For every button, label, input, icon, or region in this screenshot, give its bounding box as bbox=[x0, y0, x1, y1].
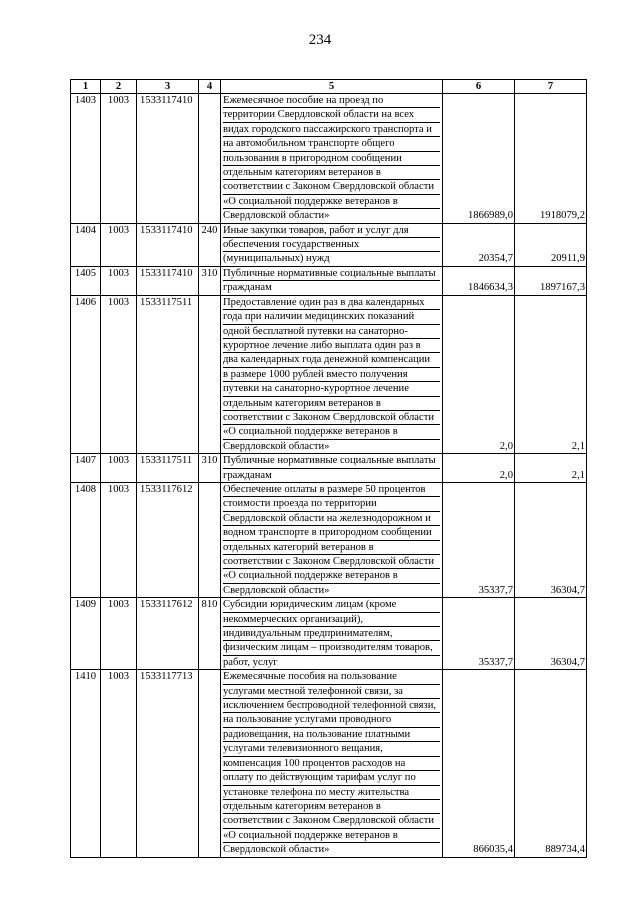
description-cell bbox=[221, 454, 443, 483]
description-line: года при наличии медицинских показаний bbox=[223, 310, 440, 324]
description-line: путевки на санаторно-курортное лечение bbox=[223, 382, 440, 396]
description-line: соответствии с Законом Свердловской области bbox=[223, 814, 440, 828]
description-line: отдельным категориям ветеранов в bbox=[223, 397, 440, 411]
description-line: территории Свердловской области на всех bbox=[223, 108, 440, 122]
amount-year-2: 2,1 bbox=[515, 295, 587, 453]
description-line: радиовещания, на пользование платными bbox=[223, 728, 440, 742]
amount-year-2: 2,1 bbox=[515, 454, 587, 483]
amount-year-2: 36304,7 bbox=[515, 598, 587, 670]
header-col-3: 3 bbox=[137, 80, 199, 94]
description-line: оплату по действующим тарифам услуг по bbox=[223, 771, 440, 785]
description-line: стоимости проезда по территории bbox=[223, 497, 440, 511]
amount-year-1: 2,0 bbox=[443, 295, 515, 453]
target-article-code: 1533117410 bbox=[137, 94, 199, 224]
row-number: 1405 bbox=[71, 266, 101, 295]
section-code: 1003 bbox=[101, 266, 137, 295]
target-article-code: 1533117410 bbox=[137, 223, 199, 266]
description-line: Иные закупки товаров, работ и услуг для bbox=[223, 224, 440, 238]
description-line: на пользование услугами проводного bbox=[223, 713, 440, 727]
description-line: соответствии с Законом Свердловской области bbox=[223, 555, 440, 569]
description-line: услугами телевизионного вещания, bbox=[223, 742, 440, 756]
description-line: Ежемесячное пособие на проезд по bbox=[223, 94, 440, 108]
description-line: соответствии с Законом Свердловской области bbox=[223, 411, 440, 425]
description-cell bbox=[221, 295, 443, 453]
amount-year-1: 2,0 bbox=[443, 454, 515, 483]
expense-type-code: 310 bbox=[199, 454, 221, 483]
description-line: два календарных года денежной компенсации bbox=[223, 353, 440, 367]
description-line: Свердловской области» bbox=[223, 210, 330, 222]
amount-year-2: 1897167,3 bbox=[515, 266, 587, 295]
description-line: соответствии с Законом Свердловской области bbox=[223, 180, 440, 194]
description-line: некоммерческих организаций), bbox=[223, 613, 440, 627]
row-number: 1407 bbox=[71, 454, 101, 483]
header-row bbox=[71, 80, 587, 94]
description-line: на автомобильном транспорте общего bbox=[223, 137, 440, 151]
table-row bbox=[71, 482, 587, 597]
row-number: 1403 bbox=[71, 94, 101, 224]
section-code: 1003 bbox=[101, 598, 137, 670]
description-line: «О социальной поддержке ветеранов в bbox=[223, 195, 440, 209]
table-body bbox=[71, 94, 587, 858]
description-line: Предоставление один раз в два календарных bbox=[223, 296, 440, 310]
amount-year-2: 20911,9 bbox=[515, 223, 587, 266]
section-code: 1003 bbox=[101, 482, 137, 597]
expense-type-code: 240 bbox=[199, 223, 221, 266]
section-code: 1003 bbox=[101, 454, 137, 483]
description-line: Свердловской области на железнодорожном и bbox=[223, 512, 440, 526]
description-line: Обеспечение оплаты в размере 50 процентов bbox=[223, 483, 440, 497]
description-line: курортное лечение либо выплата один раз в bbox=[223, 339, 440, 353]
expense-type-code: 310 bbox=[199, 266, 221, 295]
table-row bbox=[71, 94, 587, 224]
description-line: «О социальной поддержке ветеранов в bbox=[223, 425, 440, 439]
description-line: в размере 1000 рублей вместо получения bbox=[223, 368, 440, 382]
header-col-7: 7 bbox=[515, 80, 587, 94]
amount-year-1: 1866989,0 bbox=[443, 94, 515, 224]
target-article-code: 1533117511 bbox=[137, 454, 199, 483]
amount-year-1: 35337,7 bbox=[443, 482, 515, 597]
amount-year-2: 889734,4 bbox=[515, 670, 587, 857]
expense-type-code bbox=[199, 94, 221, 224]
table-row bbox=[71, 598, 587, 670]
section-code: 1003 bbox=[101, 295, 137, 453]
header-col-1: 1 bbox=[71, 80, 101, 94]
description-line: исключением беспроводной телефонной связи, bbox=[223, 699, 440, 713]
table-row bbox=[71, 295, 587, 453]
description-line: гражданам bbox=[223, 469, 272, 481]
expense-type-code bbox=[199, 295, 221, 453]
description-line: Свердловской области» bbox=[223, 584, 330, 596]
section-code: 1003 bbox=[101, 223, 137, 266]
description-line: Субсидии юридическим лицам (кроме bbox=[223, 598, 440, 612]
row-number: 1404 bbox=[71, 223, 101, 266]
description-line: отдельных категорий ветеранов в bbox=[223, 541, 440, 555]
description-cell bbox=[221, 223, 443, 266]
description-line: Свердловской области» bbox=[223, 844, 330, 856]
row-number: 1410 bbox=[71, 670, 101, 857]
target-article-code: 1533117612 bbox=[137, 482, 199, 597]
description-line: Публичные нормативные социальные выплаты bbox=[223, 267, 440, 281]
description-cell bbox=[221, 598, 443, 670]
description-cell bbox=[221, 266, 443, 295]
table-row bbox=[71, 454, 587, 483]
description-line: отдельным категориям ветеранов в bbox=[223, 800, 440, 814]
header-col-2: 2 bbox=[101, 80, 137, 94]
description-line: обеспечения государственных bbox=[223, 238, 440, 252]
expense-type-code bbox=[199, 670, 221, 857]
expense-type-code bbox=[199, 482, 221, 597]
description-line: Ежемесячные пособия на пользование bbox=[223, 670, 440, 684]
description-line: одной бесплатной путевки на санаторно- bbox=[223, 325, 440, 339]
table-row bbox=[71, 670, 587, 857]
description-line: компенсация 100 процентов расходов на bbox=[223, 757, 440, 771]
description-line: отдельным категориям ветеранов в bbox=[223, 166, 440, 180]
header-col-6: 6 bbox=[443, 80, 515, 94]
description-line: (муниципальных) нужд bbox=[223, 253, 330, 265]
description-line: установке телефона по месту жительства bbox=[223, 786, 440, 800]
description-line: пользования в пригородном сообщении bbox=[223, 152, 440, 166]
target-article-code: 1533117410 bbox=[137, 266, 199, 295]
description-line: физическим лицам – производителям товаров, bbox=[223, 641, 440, 655]
description-line: «О социальной поддержке ветеранов в bbox=[223, 829, 440, 843]
row-number: 1408 bbox=[71, 482, 101, 597]
description-line: видах городского пассажирского транспорта и bbox=[223, 123, 440, 137]
amount-year-2: 1918079,2 bbox=[515, 94, 587, 224]
header-col-4: 4 bbox=[199, 80, 221, 94]
budget-table bbox=[70, 79, 587, 858]
description-cell bbox=[221, 670, 443, 857]
description-line: работ, услуг bbox=[223, 656, 278, 668]
row-number: 1406 bbox=[71, 295, 101, 453]
amount-year-1: 866035,4 bbox=[443, 670, 515, 857]
section-code: 1003 bbox=[101, 94, 137, 224]
description-line: Свердловской области» bbox=[223, 440, 330, 452]
amount-year-1: 35337,7 bbox=[443, 598, 515, 670]
section-code: 1003 bbox=[101, 670, 137, 857]
amount-year-2: 36304,7 bbox=[515, 482, 587, 597]
description-line: водном транспорте в пригородном сообщении bbox=[223, 526, 440, 540]
target-article-code: 1533117511 bbox=[137, 295, 199, 453]
row-number: 1409 bbox=[71, 598, 101, 670]
table-row bbox=[71, 266, 587, 295]
description-line: «О социальной поддержке ветеранов в bbox=[223, 569, 440, 583]
target-article-code: 1533117713 bbox=[137, 670, 199, 857]
description-cell bbox=[221, 482, 443, 597]
page-number: 234 bbox=[308, 32, 332, 48]
description-line: индивидуальным предпринимателям, bbox=[223, 627, 440, 641]
amount-year-1: 20354,7 bbox=[443, 223, 515, 266]
table-row bbox=[71, 223, 587, 266]
description-line: гражданам bbox=[223, 282, 272, 294]
description-line: Публичные нормативные социальные выплаты bbox=[223, 454, 440, 468]
description-line: услугами местной телефонной связи, за bbox=[223, 685, 440, 699]
description-cell bbox=[221, 94, 443, 224]
header-col-5: 5 bbox=[221, 80, 443, 94]
amount-year-1: 1846634,3 bbox=[443, 266, 515, 295]
target-article-code: 1533117612 bbox=[137, 598, 199, 670]
expense-type-code: 810 bbox=[199, 598, 221, 670]
